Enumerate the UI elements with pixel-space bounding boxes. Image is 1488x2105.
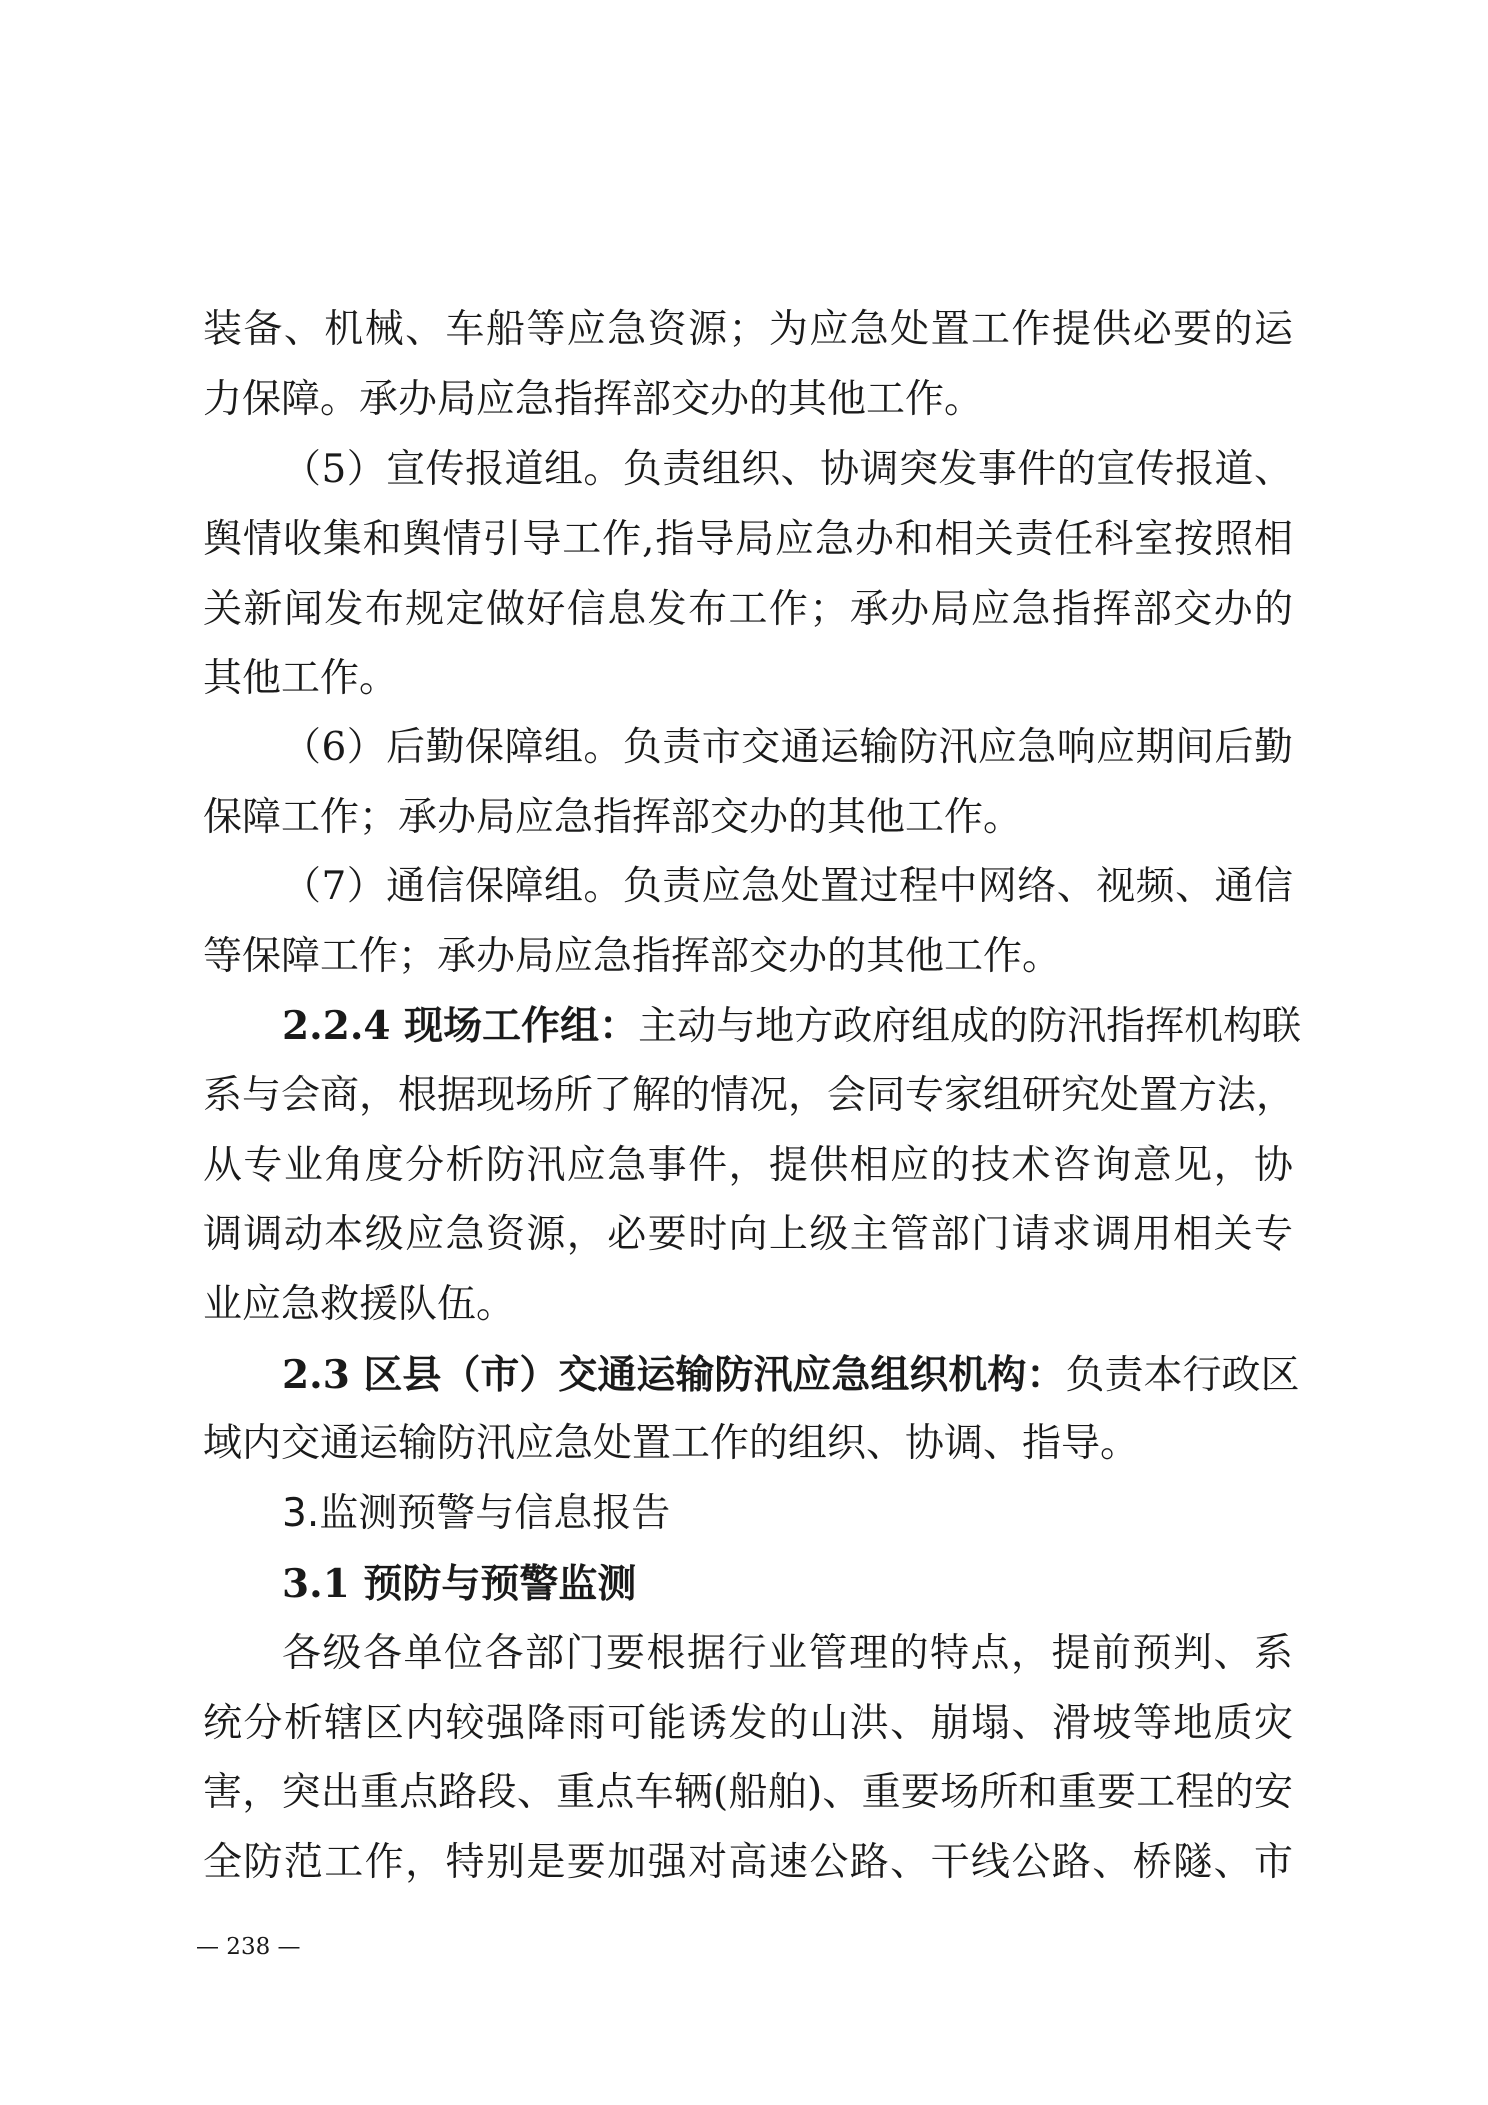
section-224-line: [282, 1002, 1302, 1050]
paragraph-line: 从专业角度分析防汛应急事件，提供相应的技术咨询意见，协: [203, 1143, 1293, 1188]
paragraph-line: 保障工作；承办局应急指挥部交办的其他工作。: [203, 795, 1023, 840]
paragraph-line: 系与会商，根据现场所了解的情况，会同专家组研究处置方法，: [203, 1073, 1296, 1118]
paragraph-line: 统分析辖区内较强降雨可能诱发的山洪、崩塌、滑坡等地质灾: [203, 1701, 1293, 1746]
paragraph-line: 舆情收集和舆情引导工作,指导局应急办和相关责任科室按照相: [203, 517, 1293, 562]
paragraph-line: 关新闻发布规定做好信息发布工作；承办局应急指挥部交办的: [203, 587, 1293, 632]
paragraph-line: 全防范工作，特别是要加强对高速公路、干线公路、桥隧、市: [203, 1840, 1293, 1885]
section-heading-3: 3.监测预警与信息报告: [282, 1491, 671, 1536]
paragraph-line: 力保障。承办局应急指挥部交办的其他工作。: [203, 377, 984, 422]
section-heading-3-1: 3.1 预防与预警监测: [282, 1561, 637, 1607]
section-23-line: [282, 1351, 1300, 1399]
section-23-label: 2.3 区县（市）交通运输防汛应急组织机构：: [282, 1352, 1066, 1398]
paragraph-line: 各级各单位各部门要根据行业管理的特点，提前预判、系: [282, 1631, 1293, 1676]
paragraph-line: 等保障工作；承办局应急指挥部交办的其他工作。: [203, 934, 1062, 979]
paragraph-line: 域内交通运输防汛应急处置工作的组织、协调、指导。: [203, 1421, 1140, 1466]
section-224-label: 2.2.4 现场工作组：: [282, 1003, 639, 1049]
page-number: — 238 —: [196, 1934, 301, 1960]
section-23-text: 负责本行政区: [1065, 1353, 1300, 1398]
paragraph-line: 调调动本级应急资源，必要时向上级主管部门请求调用相关专: [203, 1212, 1293, 1257]
paragraph-line: （7）通信保障组。负责应急处置过程中网络、视频、通信: [282, 864, 1293, 909]
paragraph-line: 其他工作。: [203, 656, 399, 701]
paragraph-line: 业应急救援队伍。: [203, 1282, 516, 1327]
paragraph-line: 害，突出重点路段、重点车辆(船舶)、重要场所和重要工程的安: [203, 1770, 1293, 1815]
paragraph-line: （5）宣传报道组。负责组织、协调突发事件的宣传报道、: [282, 447, 1293, 492]
paragraph-line: 装备、机械、车船等应急资源；为应急处置工作提供必要的运: [203, 307, 1293, 352]
paragraph-line: （6）后勤保障组。负责市交通运输防汛应急响应期间后勤: [282, 725, 1293, 770]
section-224-text: 主动与地方政府组成的防汛指挥机构联: [638, 1004, 1302, 1049]
